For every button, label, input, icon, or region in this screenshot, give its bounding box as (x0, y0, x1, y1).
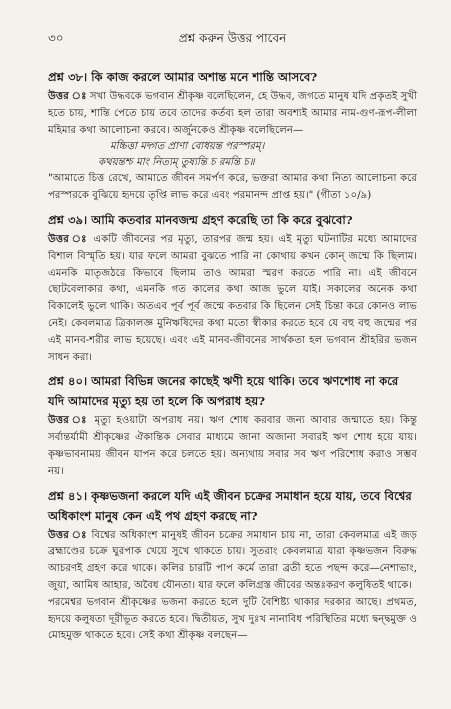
question-39: প্রশ্ন ৩৯। আমি কতবার মানবজন্ম গ্রহণ করেছি তা কি করে বুঝবো? (48, 212, 353, 227)
answer-39 (48, 231, 417, 366)
answer-label: উত্তর ঃ (48, 414, 90, 427)
qa-41 (48, 486, 417, 646)
answer-38-text: সখা উদ্ধবকে ভগবান শ্রীকৃষ্ণ বলেছিলেন, হে উদ্ধব, জগতে মানুষ যদি প্রকৃতই সুখী হতে চায়, শান্তি পেতে চায় তবে তাদের কর্তব্য হল তারা অবশ্যই আমার নাম-গুণ-রূপ-লীলা মহিমার কথা আলোচনা করবে। অর্জুনকেও শ্রীকৃষ্ণ বলেছিলেন— (48, 91, 417, 136)
answer-38 (48, 88, 417, 139)
answer-39-text: একটি জীবনের পর মৃত্যু, তারপর জন্ম হয়। এই মৃত্যু ঘটনাটির মধ্যে আমাদের বিশাল বিস্মৃতি হয়। যার ফলে আমরা বুঝতে পারি না কোথায় কখন কোন্ জন্মে কি ছিলাম। এমনকি মাতৃজঠরে কিভাবে ছিলাম তাও আমরা স্মরণ করতে পারি না। এই জীবনে ছোটবেলাকার কথা, এমনকি গত কালের কথা আজ ভুলে যাই। সকালের অনেক কথা বিকালেই ভুলে থাকি। অতএব পূর্ব পূর্ব জন্মে কতবার কি ছিলেন সেই চিন্তা করে কোনও লাভ নেই। কেবলমাত্র ত্রিকালজ্ঞ মুনিঋষিদের কথা মতো স্বীকার করতে হবে যে বহু বহু জন্মের পর এই মানব-শরীর লাভ হয়েছে। এবং এই মানব-জীবনের সার্থকতা হল ভগবান শ্রীহরির ভজন সাধন করা। (48, 233, 417, 363)
answer-40 (48, 412, 417, 480)
question-40: প্রশ্ন ৪০। আমরা বিভিন্ন জনের কাছেই ঋণী হয়ে থাকি। তবে ঋণশোধ না করে যদি আমাদের মৃত্যু হয় তা হলে কি অপরাধ হয়? (48, 374, 399, 409)
answer-41-text: বিশ্বের অধিকাংশ মানুষই জীবন চক্রের সমাধান চায় না, তারা কেবলমাত্র এই জড় ব্রহ্মাণ্ডের চক্রে ঘুরপাক খেয়ে সুখে থাকতে চায়। সুতরাং কেবলমাত্র যারা কৃষ্ণভজন বিরুদ্ধ আচরণই গ্রহণ করে থাকে। কলির চারটি পাপ কর্মে তারা ব্রতী হতে পছন্দ করে—নেশাভাং, জুয়া, আমিষ আহার, অবৈধ যৌনতা। যার ফলে কলিগ্রস্ত জীবের অন্তঃকরণ কলুষিতই থাকে। (48, 529, 417, 591)
answer-41-para-2: পরমেশ্বর ভগবান শ্রীকৃষ্ণের ভজনা করতে হলে দুটি বৈশিষ্ট্য থাকার দরকার আছে। প্রথমত, হৃদয়ে কলুষতা দূরীভূত করতে হবে। দ্বিতীয়ত, সুখ দুঃখ নানাবিধ পরিস্থিতির মধ্যে দ্বন্দ্বমুক্ত ও মোহমুক্ত থাকতে হবে। সেই কথা শ্রীকৃষ্ণ বলছেন— (48, 596, 417, 642)
question-41: প্রশ্ন ৪১। কৃষ্ণভজনা করলে যদি এই জীবন চক্রের সমাধান হয়ে যায়, তবে বিশ্বের অধিকাংশ মানুষ কেন এই পথ গ্রহণ করছে না? (48, 488, 412, 523)
gita-meaning: "আমাতে চিত্ত রেখে, আমাতে জীবন সমর্পণ করে, ভক্তরা আমার কথা নিত্য আলোচনা করে পরস্পরকে বুঝিয়ে হৃদয়ে তৃপ্তি লাভ করে এবং পরমানন্দ প্রাপ্ত হয়।" (গীতা ১০/৯) (48, 173, 417, 202)
answer-label: উত্তর ঃ (48, 90, 87, 102)
qa-38 (48, 67, 417, 205)
page-header (48, 30, 417, 48)
gita-verse-line-1: মচ্চিত্তা মদ্গত প্রাণা বোধয়ন্ত পরস্পরম্। (110, 141, 265, 153)
page-content (48, 62, 417, 645)
answer-41 (48, 527, 417, 595)
answer-label: উত্তর ঃ (48, 232, 89, 245)
gita-verse-line-2: কথয়ন্তশ্চ মাং নিত্যম্ তুষ্যন্তি চ রমন্তি চ॥ (98, 157, 255, 169)
answer-label: উত্তর ঃ (48, 528, 88, 541)
answer-40-text: মৃত্যু হওয়াটা অপরাধ নয়। ঋণ শোধ করবার জন্য আবার জন্মাতে হয়। কিন্তু সর্বান্তর্যামী শ্রীকৃষ্ণের ঐকান্তিক সেবার মাধ্যমে জানা অজানা সবারই ঋণ শোধ হয়ে যায়। কৃষ্ণভাবনাময় জীবন যাপন করে চলতে হয়। অন্যথায় সবার সব ঋণ পরিশোধ করাও সম্ভব নয়। (48, 415, 417, 477)
qa-39 (48, 210, 417, 366)
question-38: প্রশ্ন ৩৮। কি কাজ করলে আমার অশান্ত মনে শান্তি আসবে? (48, 70, 318, 84)
qa-40 (48, 371, 417, 480)
running-title: প্রশ্ন করুন উত্তর পাবেন (178, 31, 287, 45)
page-number: ৩০ (48, 31, 64, 45)
